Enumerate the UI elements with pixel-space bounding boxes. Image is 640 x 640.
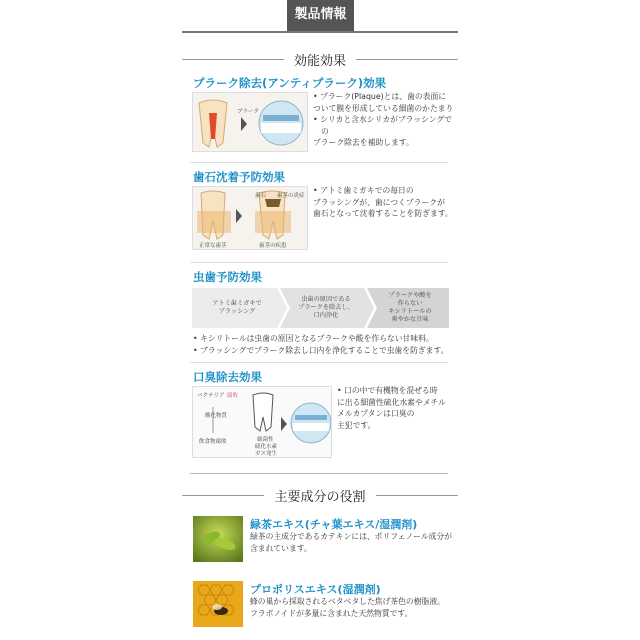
bacterial-label: 細菌性: [257, 437, 274, 443]
flow-step-text: プラークや酸を 作らない キシリトールの 爽やかな甘味: [388, 292, 432, 323]
green-tea-image: [193, 516, 243, 562]
bullet-line: ついて膜を形成している細菌のかたまり: [313, 103, 454, 113]
bullet-line: • アトミ歯ミガキでの毎日の: [313, 186, 414, 195]
section-divider: [190, 262, 448, 263]
cavity-prevention-title: 虫歯予防効果: [193, 270, 262, 284]
bullet-line: • キシリトールは虫歯の原因となるプラークや酸を作らない甘味料。: [193, 334, 434, 343]
healthy-gum-label: 正常な歯茎: [199, 243, 227, 249]
oxidant-label: 酸化物質: [205, 413, 228, 419]
flow-step-text: 虫歯の原因である プラークを除去し、 口内浄化: [298, 296, 354, 319]
bullet-line: 主犯です。: [337, 420, 376, 430]
gum-inflammation-label: 歯茎の炎症: [277, 193, 305, 199]
tartar-prevention-bullets: [313, 185, 458, 220]
bacteria-label: バクテリア: [197, 393, 225, 399]
green-tea-description: [250, 531, 455, 554]
product-info-tab: 製品情報: [287, 0, 354, 32]
green-tea-title: 緑茶エキス(チャ葉エキス/湿潤剤): [250, 518, 418, 531]
propolis-description: [250, 596, 455, 619]
desc-line: 緑茶の主成分であるカテキンには、ポリフェノール成分が: [250, 532, 453, 541]
tartar-prevention-title: 歯石沈着予防効果: [193, 170, 285, 184]
effects-section-heading: [182, 50, 458, 70]
bullet-line: ブラッシングが、歯につくプラークが: [313, 197, 445, 207]
desc-line: 含まれています。: [250, 543, 312, 553]
flow-step-3: [374, 288, 446, 328]
propolis-title: プロポリスエキス(湿潤剤): [250, 583, 381, 596]
section-divider: [190, 362, 448, 363]
bullet-line: プラーク除去を補助します。: [313, 138, 414, 147]
cavity-prevention-bullets: [193, 333, 453, 356]
green-tea-leaf-icon: [193, 516, 243, 562]
header-divider: [182, 31, 458, 33]
bullet-line: に出る細菌性硫化水素やメチル: [337, 397, 446, 407]
gas-label: ガス発生: [255, 451, 278, 457]
bad-breath-bullets: [337, 385, 457, 431]
plaque-removal-image: [192, 92, 308, 152]
propolis-image: [193, 581, 243, 627]
desc-line: フラボノイドが多量に含まれた天然物質です。: [250, 608, 413, 618]
bullet-line: • プラーク(Plaque)とは、歯の表面に: [313, 92, 447, 101]
gum-disease-label: 歯茎の疾患: [259, 243, 287, 249]
section-divider: [190, 473, 448, 474]
flow-step-1: [196, 288, 278, 328]
honeycomb-bee-icon: [193, 581, 243, 627]
arrow-right-icon: [241, 117, 247, 131]
cavity-prevention-flow: [192, 288, 449, 328]
effects-heading-label: 効能効果: [284, 54, 356, 69]
flow-step-text: アトミ歯ミガキで ブラッシング: [212, 300, 262, 315]
bullet-line: • シリカと含水シリカがブラッシングでの: [313, 115, 452, 136]
bad-breath-image: [192, 386, 332, 458]
bad-breath-title: 口臭除去効果: [193, 370, 262, 384]
ingredients-section-heading: [182, 486, 458, 506]
bullet-line: 歯石となって沈着することを防ぎます。: [313, 209, 453, 218]
tartar-prevention-image: [192, 186, 308, 250]
arrow-right-icon: [281, 417, 287, 431]
decay-label: 腐敗: [227, 393, 239, 399]
desc-line: 蜂の巣から採取されるベタベタした焦げ茶色の樹脂液。: [250, 597, 445, 606]
plaque-label: プラーク: [237, 109, 260, 115]
arrow-right-icon: [236, 209, 242, 223]
food-decay-label: 飲食物腐敗: [199, 439, 227, 445]
tooth-illustration-icon: [193, 93, 308, 152]
flow-step-2: [286, 288, 366, 328]
hydrogen-sulfide-label: 硫化水素: [255, 444, 278, 450]
plaque-removal-bullets: [313, 91, 458, 149]
bullet-line: • 口の中で有機物を混ぜる時: [337, 386, 438, 395]
section-divider: [190, 162, 448, 163]
plaque-removal-title: プラーク除去(アンティプラーク)効果: [193, 76, 387, 90]
bullet-line: メルカプタンは口臭の: [337, 409, 415, 418]
ingredients-heading-label: 主要成分の役割: [264, 490, 375, 505]
bullet-line: • ブラッシングでプラーク除去し口内を浄化することで虫歯を防ぎます。: [193, 345, 449, 355]
tartar-label: 歯石: [255, 193, 267, 199]
